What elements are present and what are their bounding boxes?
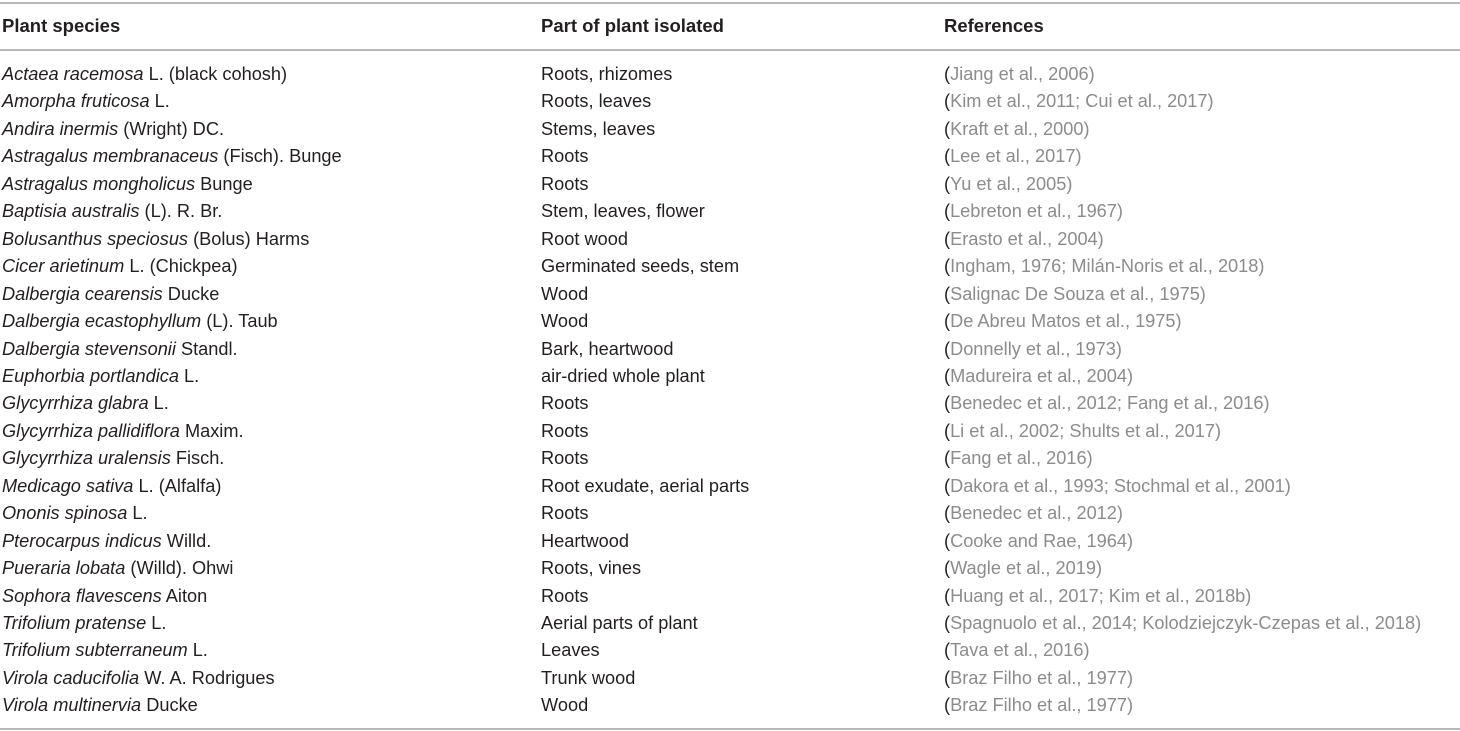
reference-open-paren: ( bbox=[944, 585, 951, 606]
species-authority: Aiton bbox=[161, 585, 208, 606]
species-binomial: Ononis spinosa bbox=[2, 503, 128, 524]
species-cell bbox=[2, 281, 219, 308]
species-binomial: Virola caducifolia bbox=[2, 667, 140, 688]
reference-cell bbox=[944, 500, 1123, 527]
reference-open-paren: ( bbox=[944, 201, 951, 222]
table-row bbox=[0, 88, 1460, 115]
reference-link[interactable]: Braz Filho et al., 1977) bbox=[950, 695, 1134, 716]
reference-open-paren: ( bbox=[944, 448, 951, 469]
reference-open-paren: ( bbox=[944, 64, 951, 84]
reference-cell bbox=[944, 390, 1270, 417]
part-isolated-cell: Wood bbox=[541, 695, 589, 716]
species-authority: Ducke bbox=[162, 283, 220, 304]
reference-cell bbox=[944, 116, 1090, 143]
reference-open-paren: ( bbox=[944, 256, 951, 277]
part-isolated-cell: Root exudate, aerial parts bbox=[541, 475, 750, 496]
species-authority: L. bbox=[127, 503, 148, 524]
species-binomial: Baptisia australis bbox=[2, 201, 140, 222]
table-row bbox=[0, 528, 1460, 555]
species-binomial: Amorpha fruticosa bbox=[2, 91, 150, 112]
species-authority: (L). R. Br. bbox=[139, 201, 223, 222]
reference-cell bbox=[944, 226, 1104, 253]
table-row bbox=[0, 665, 1460, 692]
species-authority: L. bbox=[149, 91, 170, 112]
reference-open-paren: ( bbox=[944, 311, 951, 332]
reference-open-paren: ( bbox=[944, 530, 951, 551]
reference-open-paren: ( bbox=[944, 503, 951, 524]
reference-link[interactable]: Salignac De Souza et al., 1975) bbox=[950, 283, 1206, 304]
reference-open-paren: ( bbox=[944, 420, 951, 441]
reference-link[interactable]: Jiang et al., 2006) bbox=[950, 64, 1095, 84]
table-header-row bbox=[0, 12, 1460, 40]
part-isolated-cell: Germinated seeds, stem bbox=[541, 256, 740, 277]
reference-cell bbox=[944, 637, 1090, 664]
reference-cell bbox=[944, 253, 1264, 280]
reference-cell bbox=[944, 528, 1133, 555]
part-isolated-cell: Roots, rhizomes bbox=[541, 64, 673, 84]
species-cell bbox=[2, 610, 166, 637]
table-row bbox=[0, 500, 1460, 527]
species-authority: L. bbox=[178, 365, 200, 386]
part-isolated-cell: Stems, leaves bbox=[541, 118, 656, 139]
part-isolated-cell: Wood bbox=[541, 283, 589, 304]
species-cell bbox=[2, 555, 233, 582]
reference-open-paren: ( bbox=[944, 228, 951, 249]
part-isolated-cell: Roots bbox=[541, 146, 589, 167]
reference-link[interactable]: Madureira et al., 2004) bbox=[950, 365, 1134, 386]
species-cell bbox=[2, 198, 222, 225]
table-row bbox=[0, 363, 1460, 390]
species-cell bbox=[2, 583, 207, 610]
reference-open-paren: ( bbox=[944, 283, 951, 304]
species-cell bbox=[2, 253, 238, 280]
species-binomial: Cicer arietinum bbox=[2, 256, 125, 277]
header-divider-rule bbox=[0, 49, 1460, 51]
species-authority: Bunge bbox=[195, 173, 253, 194]
reference-link[interactable]: Lebreton et al., 1967) bbox=[950, 201, 1123, 222]
reference-cell bbox=[944, 610, 1421, 637]
species-binomial: Virola multinervia bbox=[2, 695, 142, 716]
part-isolated-cell: Stem, leaves, flower bbox=[541, 201, 705, 222]
table-row bbox=[0, 390, 1460, 417]
table-row bbox=[0, 637, 1460, 664]
species-binomial: Pueraria lobata bbox=[2, 558, 126, 579]
species-cell bbox=[2, 308, 278, 335]
table-row bbox=[0, 281, 1460, 308]
species-cell bbox=[2, 692, 198, 719]
species-binomial: Astragalus mongholicus bbox=[2, 173, 196, 194]
reference-cell bbox=[944, 692, 1133, 719]
species-authority: L. (Chickpea) bbox=[124, 256, 238, 277]
reference-open-paren: ( bbox=[944, 695, 951, 716]
species-cell bbox=[2, 88, 170, 115]
part-isolated-cell: Wood bbox=[541, 311, 589, 332]
species-authority: (Fisch). Bunge bbox=[218, 146, 342, 167]
part-isolated-cell: Trunk wood bbox=[541, 667, 636, 688]
reference-link[interactable]: Lee et al., 2017) bbox=[950, 146, 1082, 167]
reference-cell bbox=[944, 583, 1251, 610]
species-binomial: Dalbergia ecastophyllum bbox=[2, 311, 202, 332]
species-binomial: Pterocarpus indicus bbox=[2, 530, 162, 551]
reference-cell bbox=[944, 418, 1221, 445]
table-row bbox=[0, 555, 1460, 582]
species-authority: (Wright) DC. bbox=[118, 118, 225, 139]
species-authority: Ducke bbox=[141, 695, 198, 716]
reference-open-paren: ( bbox=[944, 338, 951, 359]
species-binomial: Astragalus membranaceus bbox=[2, 146, 219, 167]
reference-link[interactable]: Tava et al., 2016) bbox=[950, 640, 1090, 661]
reference-open-paren: ( bbox=[944, 613, 951, 633]
reference-link[interactable]: Spagnuolo et al., 2014; Kolodziejczyk-Czepas et al., 2018) bbox=[950, 613, 1422, 633]
species-cell bbox=[2, 528, 211, 555]
reference-link[interactable]: Cooke and Rae, 1964) bbox=[950, 530, 1134, 551]
table-row bbox=[0, 116, 1460, 143]
reference-cell bbox=[944, 473, 1291, 500]
species-binomial: Euphorbia portlandica bbox=[2, 365, 179, 386]
reference-open-paren: ( bbox=[944, 91, 951, 112]
reference-cell bbox=[944, 281, 1206, 308]
reference-open-paren: ( bbox=[944, 118, 951, 139]
part-isolated-cell: Roots bbox=[541, 420, 589, 441]
species-cell bbox=[2, 637, 208, 664]
header-plant-species: Plant species bbox=[2, 15, 121, 36]
species-binomial: Andira inermis bbox=[2, 118, 119, 139]
species-cell bbox=[2, 143, 342, 170]
table-row bbox=[0, 610, 1460, 637]
table-row bbox=[0, 253, 1460, 280]
reference-link[interactable]: Donnelly et al., 1973) bbox=[950, 338, 1122, 359]
part-isolated-cell: Leaves bbox=[541, 640, 600, 661]
species-cell bbox=[2, 390, 169, 417]
reference-link[interactable]: Kraft et al., 2000) bbox=[950, 118, 1090, 139]
part-isolated-cell: air-dried whole plant bbox=[541, 365, 705, 386]
reference-open-paren: ( bbox=[944, 640, 951, 661]
table-row bbox=[0, 692, 1460, 719]
table-row bbox=[0, 445, 1460, 472]
header-part-isolated: Part of plant isolated bbox=[541, 15, 724, 36]
reference-cell bbox=[944, 336, 1122, 363]
table-row bbox=[0, 583, 1460, 610]
species-authority: W. A. Rodrigues bbox=[139, 667, 275, 688]
reference-cell bbox=[944, 61, 1095, 88]
reference-cell bbox=[944, 171, 1072, 198]
reference-link[interactable]: Dakora et al., 1993; Stochmal et al., 2001) bbox=[950, 475, 1291, 496]
part-isolated-cell: Roots bbox=[541, 448, 589, 469]
reference-open-paren: ( bbox=[944, 558, 951, 579]
reference-cell bbox=[944, 555, 1102, 582]
reference-link[interactable]: Erasto et al., 2004) bbox=[950, 228, 1104, 249]
table-bottom-rule bbox=[0, 728, 1460, 730]
species-cell bbox=[2, 665, 275, 692]
species-binomial: Bolusanthus speciosus bbox=[2, 228, 189, 249]
species-authority: Willd. bbox=[161, 530, 212, 551]
reference-link[interactable]: Benedec et al., 2012) bbox=[950, 503, 1123, 524]
header-references: References bbox=[944, 15, 1044, 36]
species-cell bbox=[2, 116, 224, 143]
species-cell bbox=[2, 363, 199, 390]
part-isolated-cell: Roots bbox=[541, 393, 589, 414]
part-isolated-cell: Root wood bbox=[541, 228, 628, 249]
species-authority: L. bbox=[146, 613, 167, 633]
species-cell bbox=[2, 500, 148, 527]
species-authority: (L). Taub bbox=[201, 311, 278, 332]
table-row bbox=[0, 143, 1460, 170]
reference-cell bbox=[944, 445, 1093, 472]
table-row bbox=[0, 308, 1460, 335]
species-cell bbox=[2, 473, 221, 500]
species-authority: L. bbox=[148, 393, 169, 414]
species-binomial: Glycyrrhiza uralensis bbox=[2, 448, 171, 469]
species-authority: Standl. bbox=[175, 338, 238, 359]
species-binomial: Glycyrrhiza pallidiflora bbox=[2, 420, 180, 441]
species-cell bbox=[2, 171, 253, 198]
species-cell bbox=[2, 445, 224, 472]
reference-link[interactable]: De Abreu Matos et al., 1975) bbox=[950, 311, 1182, 332]
part-isolated-cell: Roots bbox=[541, 173, 589, 194]
reference-link[interactable]: Li et al., 2002; Shults et al., 2017) bbox=[950, 420, 1222, 441]
species-cell bbox=[2, 226, 309, 253]
reference-link[interactable]: Ingham, 1976; Milán-Noris et al., 2018) bbox=[950, 256, 1265, 277]
reference-link[interactable]: Benedec et al., 2012; Fang et al., 2016) bbox=[950, 393, 1270, 414]
part-isolated-cell: Bark, heartwood bbox=[541, 338, 674, 359]
reference-open-paren: ( bbox=[944, 667, 951, 688]
reference-cell bbox=[944, 363, 1133, 390]
reference-cell bbox=[944, 308, 1182, 335]
part-isolated-cell: Roots bbox=[541, 585, 589, 606]
reference-open-paren: ( bbox=[944, 475, 951, 496]
reference-cell bbox=[944, 665, 1133, 692]
table-row bbox=[0, 171, 1460, 198]
reference-open-paren: ( bbox=[944, 173, 951, 194]
species-binomial: Sophora flavescens bbox=[2, 585, 162, 606]
species-authority: L. (black cohosh) bbox=[143, 64, 288, 84]
table-top-rule bbox=[0, 2, 1460, 4]
species-cell bbox=[2, 418, 244, 445]
species-binomial: Trifolium pratense bbox=[2, 613, 147, 633]
table-row bbox=[0, 336, 1460, 363]
reference-link[interactable]: Fang et al., 2016) bbox=[950, 448, 1093, 469]
table-row bbox=[0, 226, 1460, 253]
species-binomial: Dalbergia cearensis bbox=[2, 283, 163, 304]
reference-open-paren: ( bbox=[944, 146, 951, 167]
species-binomial: Trifolium subterraneum bbox=[2, 640, 188, 661]
table-row bbox=[0, 198, 1460, 225]
reference-open-paren: ( bbox=[944, 365, 951, 386]
species-authority: Maxim. bbox=[179, 420, 244, 441]
species-binomial: Medicago sativa bbox=[2, 475, 134, 496]
part-isolated-cell: Roots, leaves bbox=[541, 91, 652, 112]
table-row bbox=[0, 418, 1460, 445]
reference-cell bbox=[944, 143, 1082, 170]
species-authority: L. (Alfalfa) bbox=[133, 475, 222, 496]
reference-cell bbox=[944, 198, 1123, 225]
reference-link[interactable]: Huang et al., 2017; Kim et al., 2018b) bbox=[950, 585, 1252, 606]
species-binomial: Glycyrrhiza glabra bbox=[2, 393, 149, 414]
species-authority: (Willd). Ohwi bbox=[125, 558, 234, 579]
reference-cell bbox=[944, 88, 1214, 115]
species-binomial: Dalbergia stevensonii bbox=[2, 338, 176, 359]
reference-link[interactable]: Braz Filho et al., 1977) bbox=[950, 667, 1134, 688]
species-authority: L. bbox=[187, 640, 208, 661]
table-row bbox=[0, 473, 1460, 500]
species-authority: (Bolus) Harms bbox=[188, 228, 310, 249]
part-isolated-cell: Aerial parts of plant bbox=[541, 613, 698, 633]
table-row bbox=[0, 61, 1460, 88]
species-authority: Fisch. bbox=[170, 448, 225, 469]
part-isolated-cell: Heartwood bbox=[541, 530, 629, 551]
species-cell bbox=[2, 336, 238, 363]
reference-link[interactable]: Kim et al., 2011; Cui et al., 2017) bbox=[950, 91, 1214, 112]
part-isolated-cell: Roots, vines bbox=[541, 558, 642, 579]
species-binomial: Actaea racemosa bbox=[2, 64, 144, 84]
part-isolated-cell: Roots bbox=[541, 503, 589, 524]
reference-link[interactable]: Yu et al., 2005) bbox=[950, 173, 1073, 194]
reference-open-paren: ( bbox=[944, 393, 951, 414]
reference-link[interactable]: Wagle et al., 2019) bbox=[950, 558, 1103, 579]
species-cell bbox=[2, 61, 287, 88]
